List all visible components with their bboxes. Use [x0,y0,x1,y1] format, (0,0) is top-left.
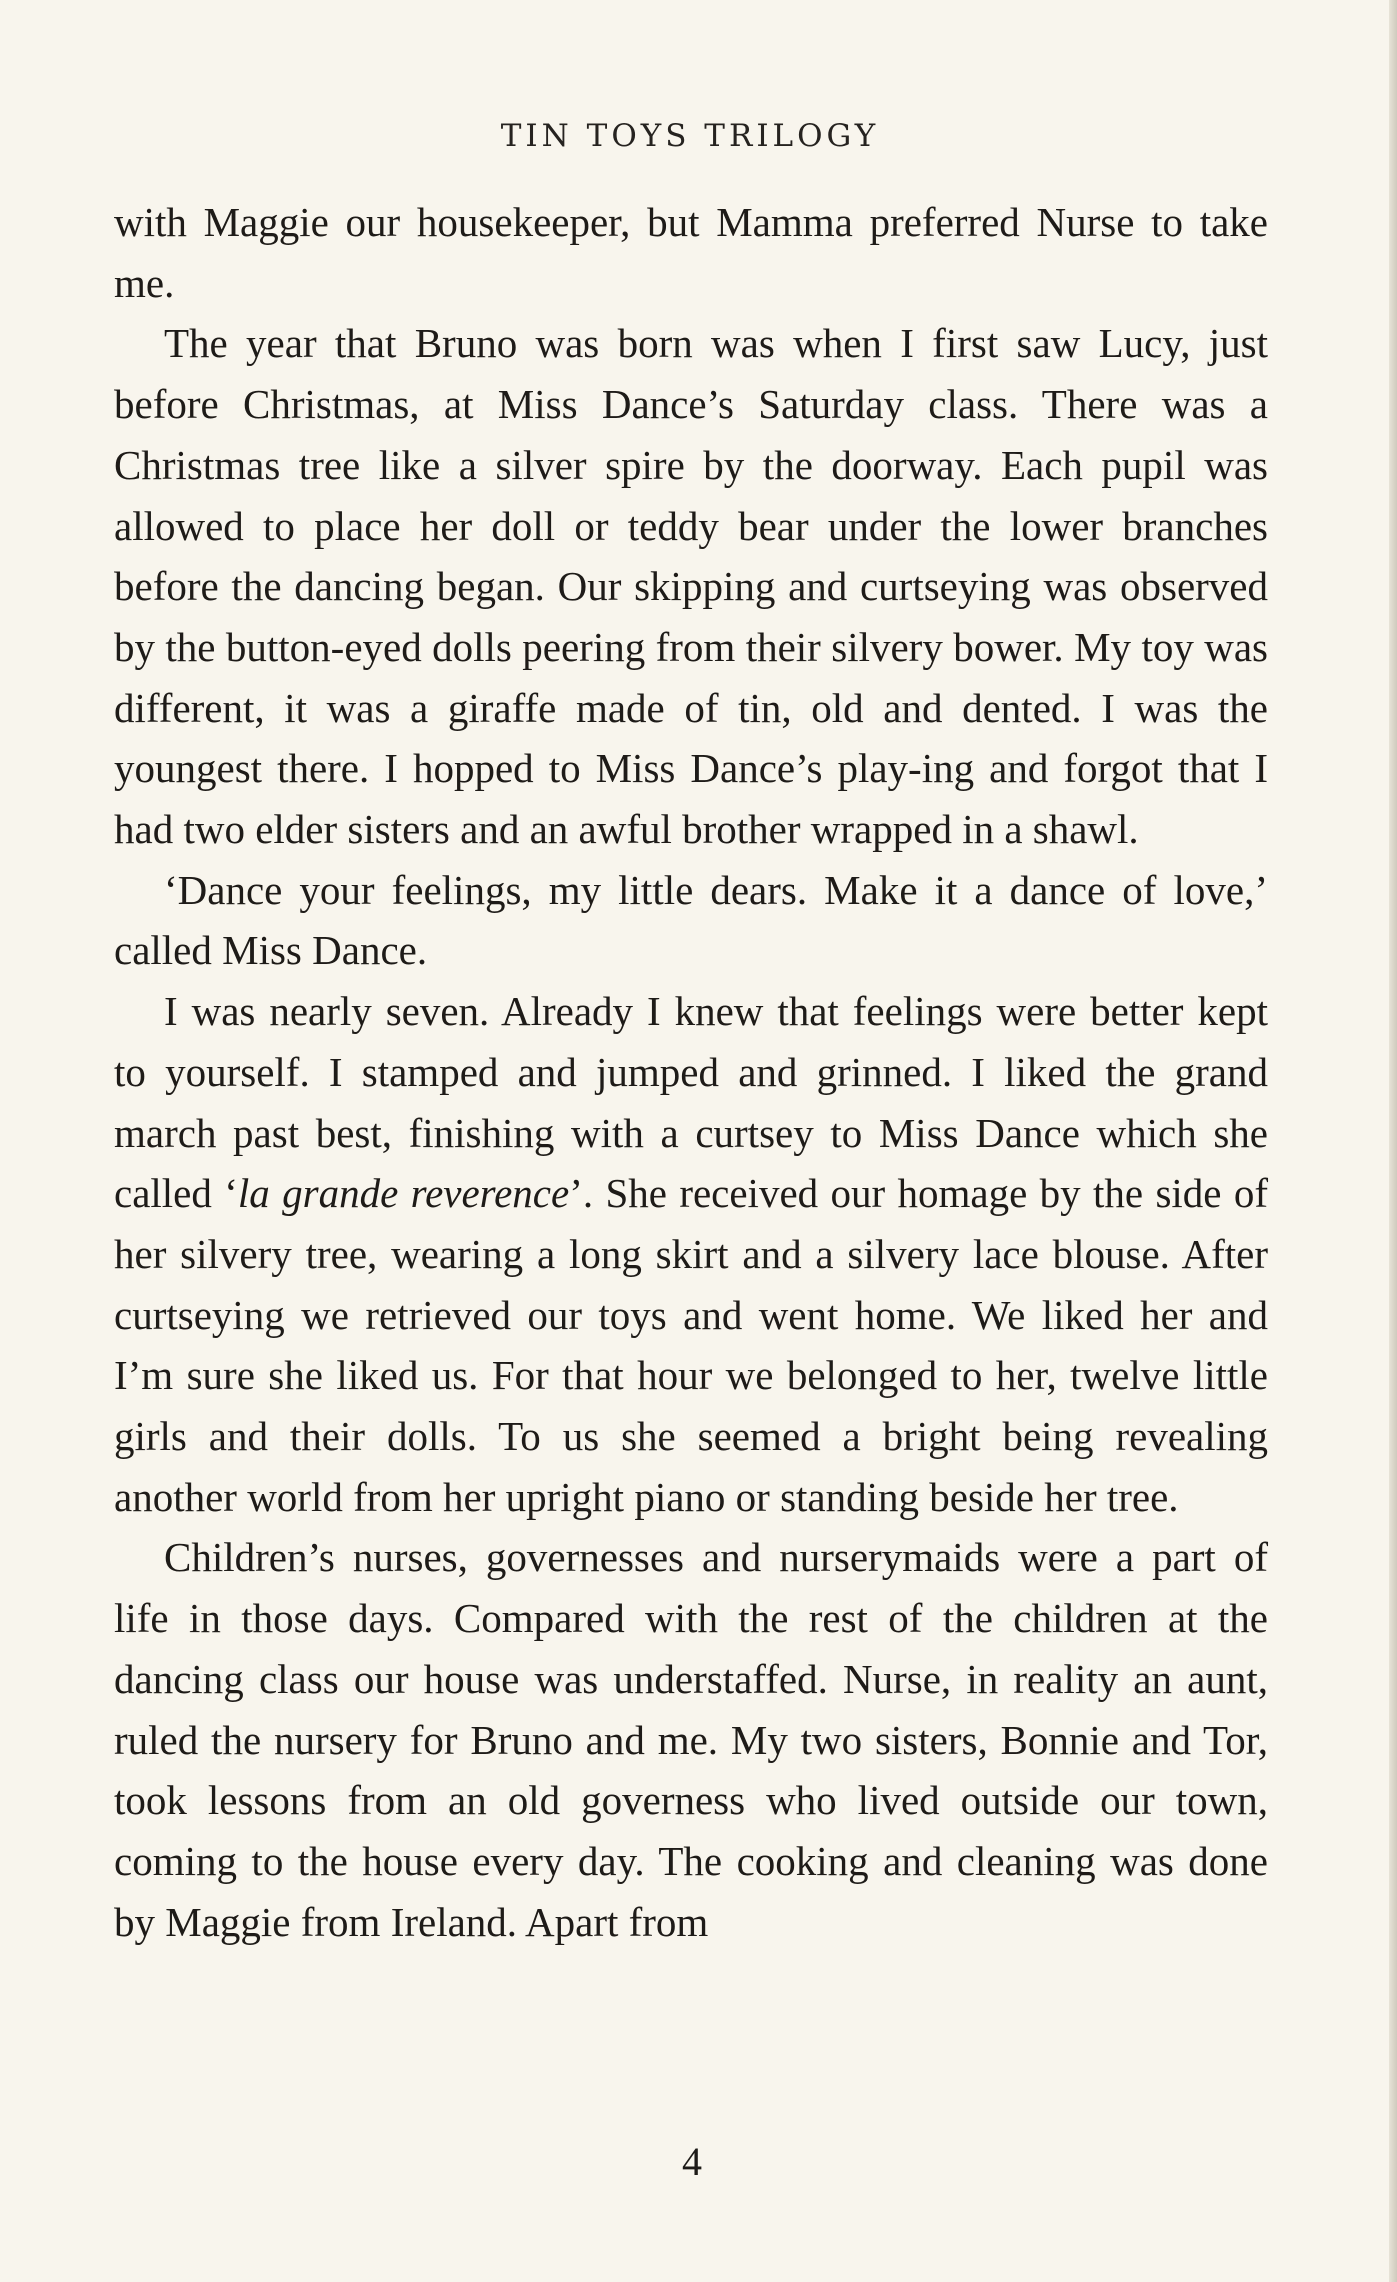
page-number: 4 [682,2139,702,2184]
paragraph-text: ’. She received our homage by the side of her silvery tree, wearing a long skirt and a silvery lace blouse. After curtseying we retrieved our toys and went home. We liked her and I’m sure she liked us. For that hour we belonged to her, twelve little girls and their dolls. To us she seemed a bright being revealing another world from her upright piano or standing beside her tree. [114,1170,1268,1520]
paragraph: Children’s nurses, governesses and nurserymaids were a part of life in those days. Compared with the rest of the children at the dancing class our house was understaffed. Nurse, in reality an aunt, ruled the nursery for Bruno and me. My two sisters, Bonnie and Tor, took lessons from an old governess who lived outside our town, coming to the house every day. The cooking and cleaning was done by Maggie from Ireland. Apart from [114,1534,1268,1945]
paragraph-text: I was nearly seven. Already I knew that feelings were better kept to yourself. I stamped and jumped and grinned. I liked the grand march past best, finishing with a curtsey to Miss Dance which she called ‘ [114,988,1268,1217]
body-text [114,192,1268,1952]
running-head: TIN TOYS TRILOGY [500,118,880,154]
paragraph: The year that Bruno was born was when I first saw Lucy, just before Christmas, at Miss Dance’s Saturday class. There was a Christmas tree like a silver spire by the doorway. Each pupil was allowed to place her doll or teddy bear under the lower branches before the dancing began. Our skipping and curtseying was observed by the button-eyed dolls peering from their silvery bower. My toy was different, it was a giraffe made of tin, old and dented. I was the youngest there. I hopped to Miss Dance’s play-ing and forgot that I had two elder sisters and an awful brother wrapped in a shawl. [114,320,1268,853]
italic-phrase: la grande reverence [237,1170,570,1217]
paragraph [114,981,1268,1527]
page-edge [1389,0,1397,2282]
paragraph-dialogue: ‘Dance your feelings, my little dears. Make it a dance of love,’ called Miss Dance. [114,866,1268,974]
paragraph-continued: with Maggie our housekeeper, but Mamma preferred Nurse to take me. [114,199,1268,306]
